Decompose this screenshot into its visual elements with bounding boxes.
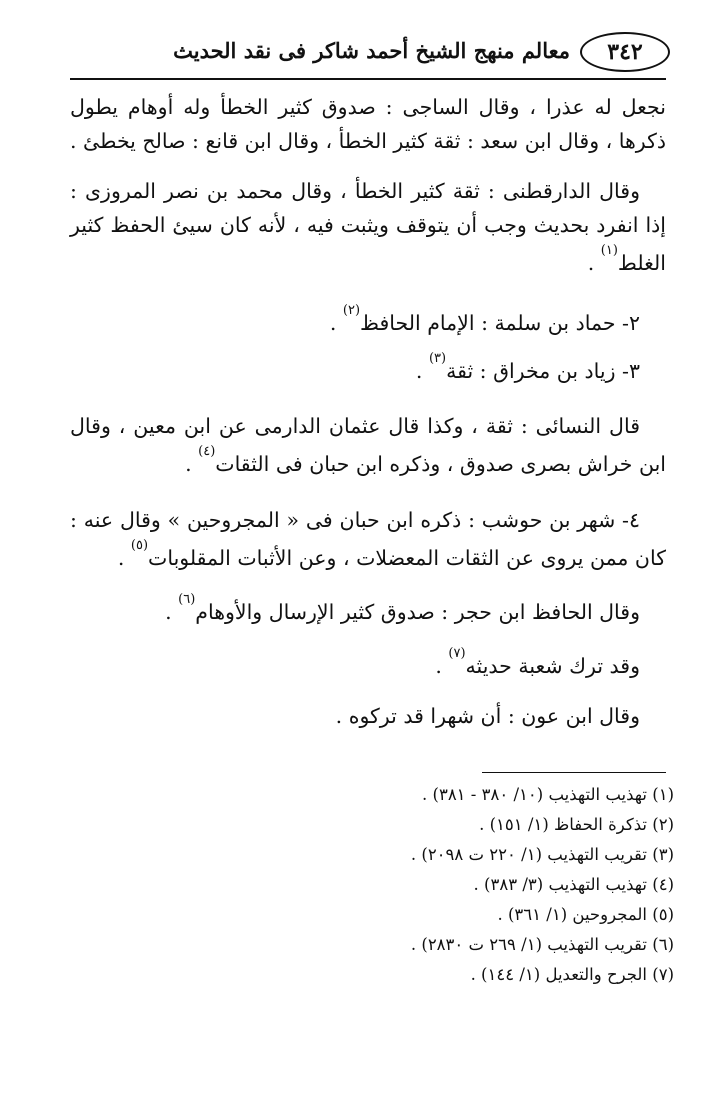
- page-header: [0, 28, 728, 86]
- paragraph-9: [70, 699, 666, 733]
- paragraph-3: [70, 302, 666, 340]
- page-number: ٣٤٢: [580, 32, 670, 72]
- paragraph-tail: .: [185, 452, 199, 477]
- footnote-ref: (١): [600, 243, 618, 258]
- paragraph-text: ٤- شهر بن حوشب : ذكره ابن حبان فى « المجروحين » وقال عنه : كان ممن يروى عن الثقات المعضلات ، وعن الأثبات المقلوبات: [70, 508, 666, 571]
- footnote-ref: (٢): [342, 302, 361, 318]
- footnotes: [70, 780, 674, 990]
- paragraph-text: نجعل له عذرا ، وقال الساجى : صدوق كثير الخطأ وله أوهام يطول ذكرها ، وقال ابن سعد : ثقة كثير الخطأ ، وقال ابن قانع : صالح يخطئ .: [70, 95, 666, 153]
- paragraph-tail: .: [329, 310, 343, 335]
- paragraph-text: وقال ابن عون : أن شهرا قد تركوه .: [335, 703, 640, 728]
- footnote-7: (٧) الجرح والتعديل (١/ ١٤٤) .: [470, 965, 674, 984]
- paragraph-6: [70, 503, 666, 575]
- paragraph-text: وقال الحافظ ابن حجر : صدوق كثير الإرسال والأوهام: [195, 599, 640, 624]
- paragraph-5: [70, 409, 666, 481]
- paragraph-text: وقال الدارقطنى : ثقة كثير الخطأ ، وقال محمد بن نصر المروزى : إذا انفرد بحديث وجب أن يتوقف ويثبت فيه ، لأنه كان سيئ الحفظ كثير الغلط: [70, 179, 666, 275]
- paragraph-text: قال النسائى : ثقة ، وكذا قال عثمان الدارمى عن ابن معين ، وقال ابن خراش بصرى صدوق ، وذكره ابن حبان فى الثقات: [70, 414, 666, 477]
- footnote-4: (٤) تهذيب التهذيب (٣/ ٣٨٣) .: [473, 875, 674, 894]
- paragraph-1: [70, 90, 666, 158]
- footnote-5: (٥) المجروحين (١/ ٣٦١) .: [497, 905, 674, 924]
- paragraph-7: [70, 591, 666, 629]
- paragraph-8: [70, 645, 666, 683]
- footnote-ref: (٥): [130, 538, 149, 554]
- paragraph-tail: .: [415, 358, 429, 383]
- header-rule: [70, 78, 666, 80]
- footnote-2: (٢) تذكرة الحفاظ (١/ ١٥١) .: [479, 815, 674, 834]
- paragraph-tail: .: [435, 653, 449, 678]
- paragraph-tail: .: [117, 546, 131, 571]
- paragraph-text: وقد ترك شعبة حديثه: [465, 653, 640, 678]
- footnote-ref: (٧): [448, 645, 466, 661]
- footnote-6: (٦) تقريب التهذيب (١/ ٢٦٩ ت ٢٨٣٠) .: [410, 935, 674, 954]
- paragraph-text: ٢- حماد بن سلمة : الإمام الحافظ: [360, 310, 640, 335]
- footnote-3: (٣) تقريب التهذيب (١/ ٢٢٠ ت ٢٠٩٨) .: [410, 845, 674, 864]
- body-text: [70, 90, 666, 733]
- paragraph-tail: .: [165, 599, 179, 624]
- footnote-ref: (٤): [198, 444, 216, 460]
- paragraph-text: ٣- زياد بن مخراق : ثقة: [446, 358, 640, 383]
- paragraph-2: [70, 174, 666, 280]
- paragraph-tail: .: [587, 250, 601, 275]
- footnote-separator: [482, 772, 666, 773]
- paragraph-4: [70, 350, 666, 388]
- running-title: معالم منهج الشيخ أحمد شاكر فى نقد الحديث: [173, 38, 570, 63]
- footnote-ref: (٦): [178, 592, 196, 608]
- footnote-1: (١) تهذيب التهذيب (١٠/ ٣٨٠ - ٣٨١) .: [422, 785, 674, 804]
- footnote-ref: (٣): [428, 350, 447, 366]
